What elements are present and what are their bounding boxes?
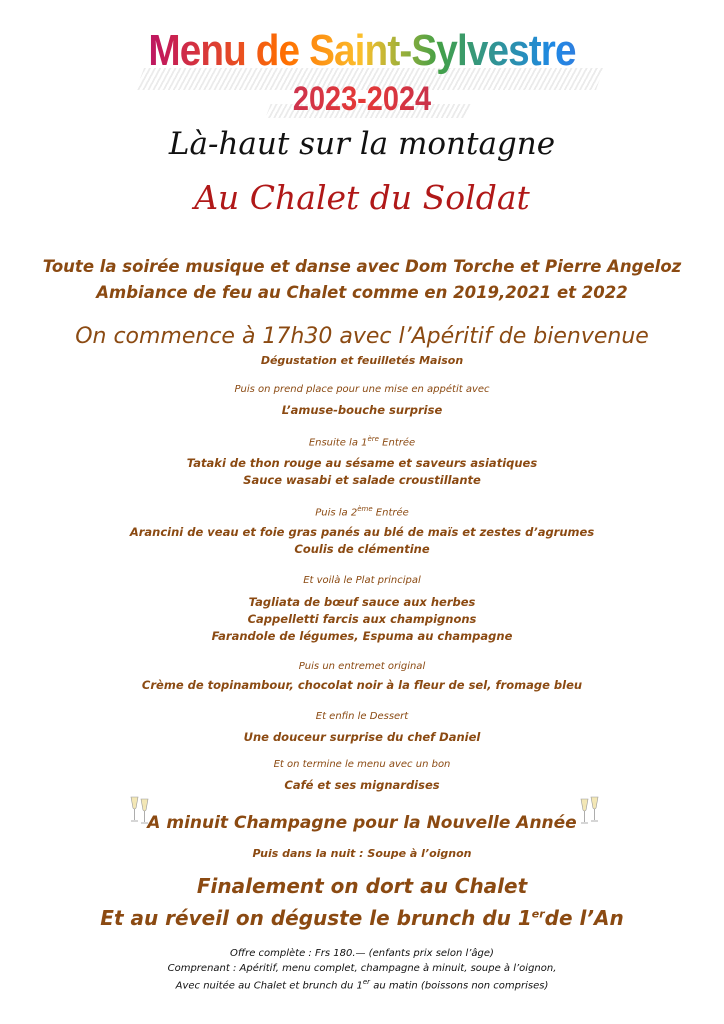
amuse-intro: Puis on prend place pour une mise en appétit avec	[234, 384, 490, 395]
coffee-dish: Café et ses mignardises	[284, 778, 440, 792]
entree2-dish-1: Arancini de veau et foie gras panés au blé de maïs et zestes d’agrumes	[129, 525, 595, 539]
night-soup: Puis dans la nuit : Soupe à l’oignon	[252, 847, 472, 860]
entree2-dish-2: Coulis de clémentine	[294, 542, 430, 556]
main-intro: Et voilà le Plat principal	[303, 575, 421, 586]
aperitif-detail: Dégustation et feuilletés Maison	[260, 354, 464, 367]
tagline: Là-haut sur la montagne	[168, 126, 556, 162]
dessert-dish: Une douceur surprise du chef Daniel	[243, 730, 481, 744]
intro-line-2: Ambiance de feu au Chalet comme en 2019,2021 et 2022	[96, 283, 628, 302]
intro-line-1: Toute la soirée musique et danse avec Dom Torche et Pierre Angeloz	[42, 257, 682, 276]
footer-offer: Offre complète : Frs 180.— (enfants prix selon l’âge)	[230, 948, 494, 959]
main-dish-3: Farandole de légumes, Espuma au champagne	[211, 629, 513, 643]
entremet-dish: Crème de topinambour, chocolat noir à la fleur de sel, fromage bleu	[141, 678, 583, 692]
entremet-intro: Puis un entremet original	[298, 661, 426, 672]
main-dish-2: Cappelletti farcis aux champignons	[247, 612, 477, 626]
dessert-intro: Et enfin le Dessert	[315, 711, 409, 722]
midnight-heading: A minuit Champagne pour la Nouvelle Année	[147, 813, 577, 833]
aperitif-heading: On commence à 17h30 avec l’Apéritif de bienvenue	[75, 324, 649, 349]
menu-year: 2023-2024	[54, 80, 669, 119]
entree1-dish-2: Sauce wasabi et salade croustillante	[243, 473, 481, 487]
footer-includes: Comprenant : Apéritif, menu complet, champagne à minuit, soupe à l’oignon,	[167, 963, 557, 974]
footer-stay: Avec nuitée au Chalet et brunch du 1er au matin (boissons non comprises)	[175, 978, 549, 992]
finale-line-1: Finalement on dort au Chalet	[196, 874, 528, 898]
menu-title: Menu de Saint-Sylvestre	[43, 26, 680, 76]
entree1-dish-1: Tataki de thon rouge au sésame et saveurs asiatiques	[186, 456, 538, 470]
amuse-dish: L’amuse-bouche surprise	[281, 403, 443, 417]
entree2-intro: Puis la 2ème Entrée	[315, 505, 409, 519]
finale-line-2: Et au réveil on déguste le brunch du 1erde l’An	[100, 906, 624, 930]
entree1-intro: Ensuite la 1ère Entrée	[308, 435, 416, 449]
venue-name: Au Chalet du Soldat	[194, 178, 530, 217]
coffee-intro: Et on termine le menu avec un bon	[273, 759, 451, 770]
main-dish-1: Tagliata de bœuf sauce aux herbes	[248, 595, 476, 609]
